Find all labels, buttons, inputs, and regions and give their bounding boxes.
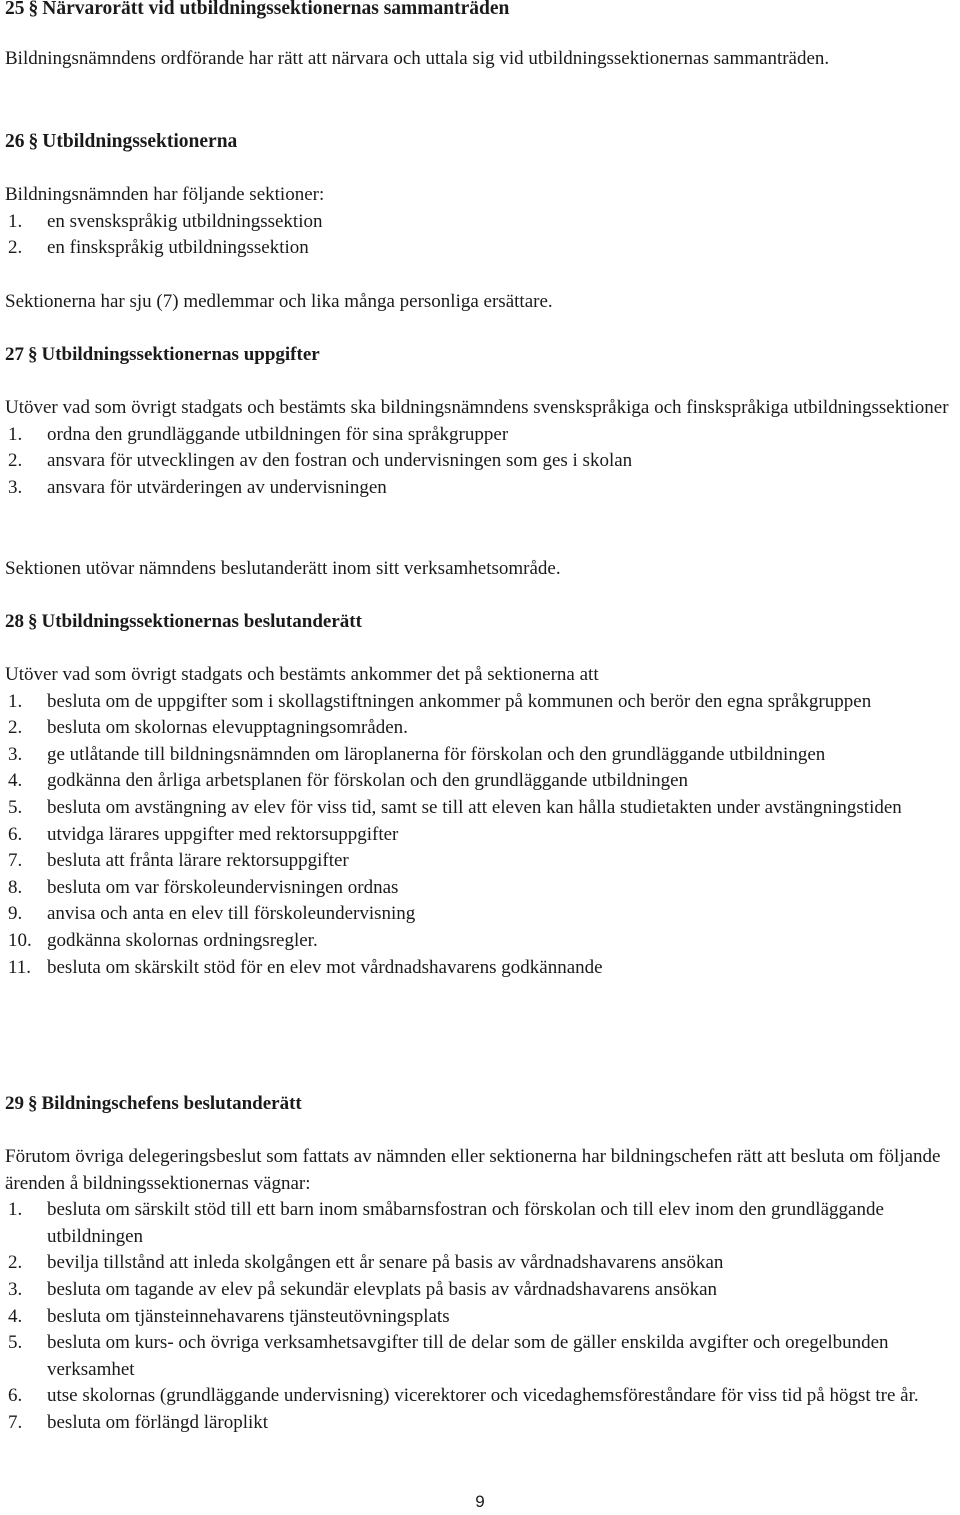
list-item: 11. besluta om skärskilt stöd för en elev mot vårdnadshavarens godkännande xyxy=(8,956,603,978)
section-sign-icon: § xyxy=(28,131,39,152)
intro-text: Utöver vad som övrigt stadgats och bestämts ankommer det på sektionerna att xyxy=(5,664,599,685)
list-item: 2. ansvara för utvecklingen av den fostran och undervisningen som ges i skolan xyxy=(8,450,633,472)
section-29-body xyxy=(5,1144,960,1437)
list-item: 7. besluta att fråntа lärare rektorsuppgifter xyxy=(8,850,349,872)
section-number: 26 xyxy=(5,131,25,152)
section-number: 29 xyxy=(5,1093,24,1114)
section-25-heading xyxy=(5,0,960,23)
section-title: Bildningschefens beslutanderätt xyxy=(41,1093,302,1114)
section-28-heading xyxy=(5,609,960,636)
page-number: 9 xyxy=(475,1492,485,1511)
intro-text: Förutom övriga delegeringsbeslut som fattats av nämnden eller sektionerna har bildningschefen rätt att besluta om följande ärenden å bildningssektionernas vägnar: xyxy=(5,1146,941,1194)
section-26-paragraph: Sektionerna har sju (7) medlemmar och lika många personliga ersättare. xyxy=(5,291,553,312)
section-25-paragraph: Bildningsnämndens ordförande har rätt att närvara och uttala sig vid utbildningssektionernas sammanträden. xyxy=(5,48,830,69)
section-title: Utbildningssektionernas uppgifter xyxy=(41,344,320,365)
section-sign-icon: § xyxy=(28,344,38,365)
list-item: 3. ansvara för utvärderingen av undervisningen xyxy=(8,476,387,498)
list-item: 1. ordna den grundläggande utbildningen för sina språkgrupper xyxy=(8,423,509,445)
section-number: 28 xyxy=(5,611,24,632)
list-item: 1. besluta om de uppgifter som i skollagstiftningen ankommer på kommunen och berör den egna språkgruppen xyxy=(8,690,872,712)
list-item: 4. godkänna den årliga arbetsplanen för förskolan och den grundläggande utbildningen xyxy=(8,770,689,792)
intro-text: Utöver vad som övrigt stadgats och bestämts ska bildningsnämndens svenskspråkiga och finskspråkiga utbildningssektioner xyxy=(5,397,949,418)
list-item: 1. en svenskspråkig utbildningssektion xyxy=(8,210,323,232)
section-26-intro xyxy=(5,182,960,262)
list-item: 2. besluta om skolornas elevupptagningsområden. xyxy=(8,717,408,739)
section-number: 25 xyxy=(5,0,25,19)
section-26-heading xyxy=(5,129,960,156)
section-28-body xyxy=(5,662,960,981)
list-item: 5. besluta om avstängning av elev för viss tid, samt se till att eleven kan hålla studietakten under avstängningstiden xyxy=(8,796,902,818)
list-item: 3. ge utlåtande till bildningsnämnden om läroplanerna för förskolan och den grundläggande utbildningen xyxy=(8,743,826,765)
list-item: 10. godkänna skolornas ordningsregler. xyxy=(8,929,318,951)
section-29-heading xyxy=(5,1091,960,1118)
section-title: Utbildningssektionerna xyxy=(42,131,238,152)
section-sign-icon: § xyxy=(28,0,39,19)
list-item: 4. besluta om tjänsteinnehavarens tjänsteutövningsplats xyxy=(8,1305,450,1327)
list-item: 7. besluta om förlängd läroplikt xyxy=(8,1411,269,1433)
list-item: 2. en finskspråkig utbildningssektion xyxy=(8,237,309,259)
section-29-list xyxy=(5,1197,960,1436)
list-item: 1. besluta om särskilt stöd till ett barn inom småbarnsfostran och förskolan och till elev inom den grundläggande utbildningen xyxy=(8,1199,884,1247)
section-title: Närvarorätt vid utbildningssektionernas sammanträden xyxy=(42,0,510,19)
list-item: 9. anvisa och anta en elev till förskoleundervisning xyxy=(8,903,416,925)
list-item: 5. besluta om kurs- och övriga verksamhetsavgifter till de delar som de gäller enskilda avgifter och oregelbunden verksamhet xyxy=(8,1332,889,1380)
list-item: 6. utse skolornas (grundläggande undervisning) vicerektorer och vicedaghemsföreståndare för viss tid på högst tre år. xyxy=(8,1385,919,1407)
section-number: 27 xyxy=(5,344,24,365)
section-title: Utbildningssektionernas beslutanderätt xyxy=(41,611,362,632)
section-27-paragraph: Sektionen utövar nämndens beslutanderätt inom sitt verksamhetsområde. xyxy=(5,558,561,579)
section-28-list xyxy=(5,689,960,982)
list-item: 8. besluta om var förskoleundervisningen ordnas xyxy=(8,876,399,898)
intro-text: Bildningsnämnden har följande sektioner: xyxy=(5,184,325,205)
section-27-heading xyxy=(5,342,960,369)
list-item: 3. besluta om tagande av elev på sekundär elevplats på basis av vårdnadshavarens ansökan xyxy=(8,1278,718,1300)
section-26-list xyxy=(5,209,960,262)
section-sign-icon: § xyxy=(28,611,38,632)
section-27-list xyxy=(5,422,960,502)
section-27-body xyxy=(5,395,960,501)
list-item: 2. bevilja tillstånd att inleda skolgången ett år senare på basis av vårdnadshavarens ansökan xyxy=(8,1252,724,1274)
list-item: 6. utvidga lärares uppgifter med rektorsuppgifter xyxy=(8,823,399,845)
section-sign-icon: § xyxy=(28,1093,38,1114)
